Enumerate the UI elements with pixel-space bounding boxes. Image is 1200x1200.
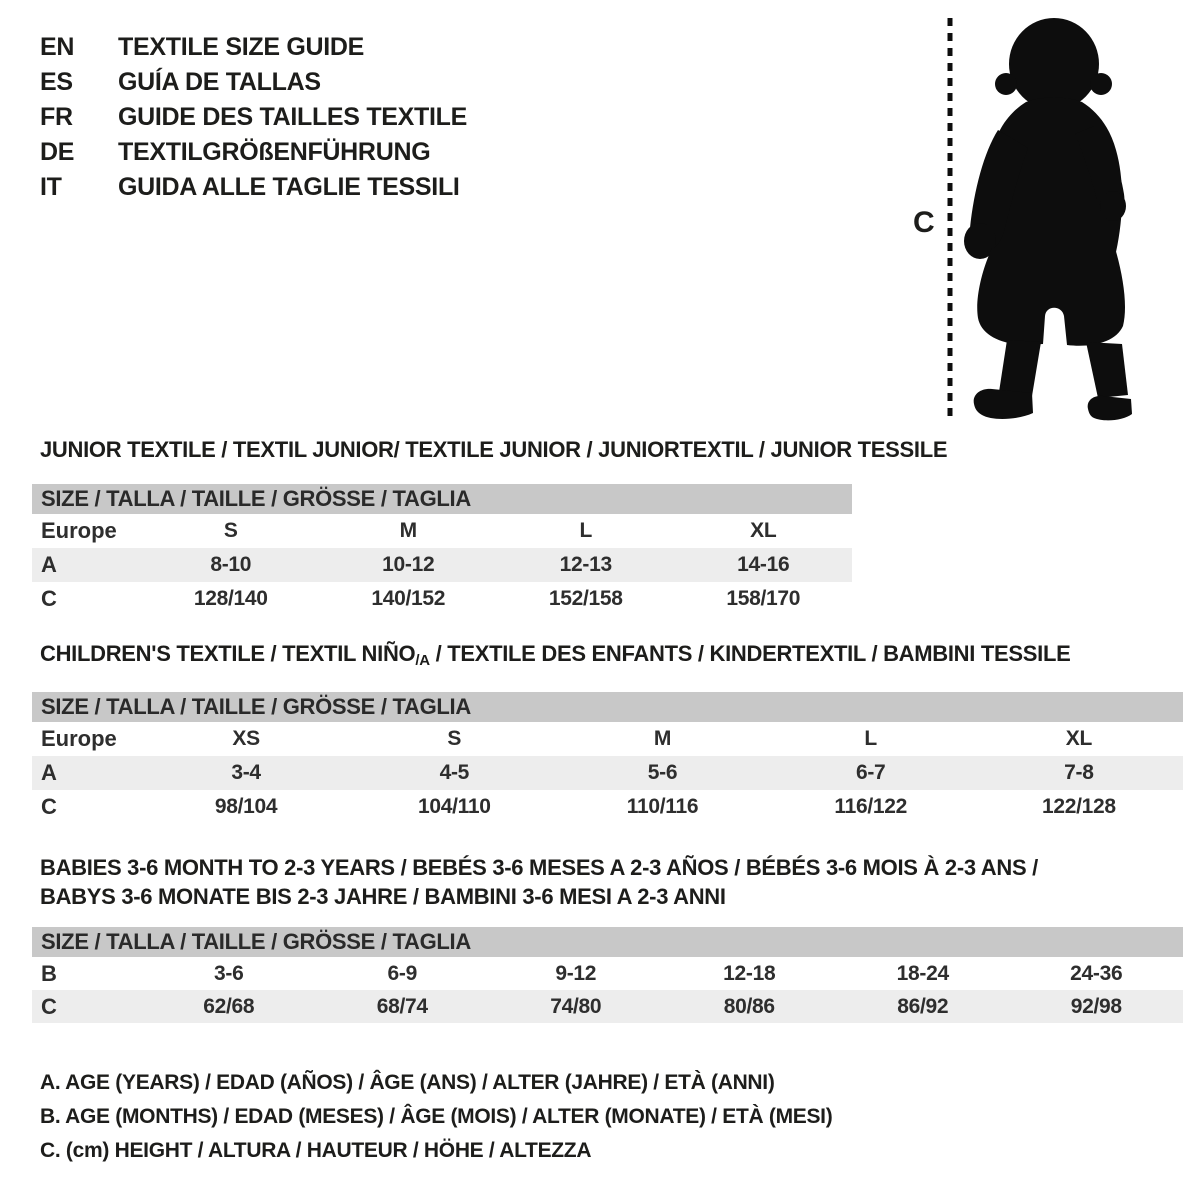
age-value: 6-7 (855, 761, 886, 784)
row-label: C (41, 586, 57, 611)
children-size-table (32, 692, 1183, 824)
footnote-a: A. AGE (YEARS) / EDAD (AÑOS) / ÂGE (ANS) / ALTER (JAHRE) / ETÀ (ANNI) (40, 1071, 775, 1094)
table-row (32, 990, 1183, 1023)
footnote-b: B. AGE (MONTHS) / EDAD (MESES) / ÂGE (MOIS) / ALTER (MONATE) / ETÀ (MESI) (40, 1105, 833, 1128)
children-heading-prefix: CHILDREN'S TEXTILE / TEXTIL NIÑO (40, 641, 416, 666)
children-heading-suffix: / TEXTILE DES ENFANTS / KINDERTEXTIL / BAMBINI TESSILE (429, 641, 1071, 666)
table-row (32, 756, 1183, 790)
row-label: A (41, 552, 57, 577)
size-value: S (447, 727, 462, 750)
table-row (32, 548, 852, 582)
height-value: 128/140 (193, 587, 268, 610)
height-figure (880, 0, 1200, 440)
toddler-silhouette (964, 18, 1132, 420)
size-value: M (399, 519, 417, 542)
language-item-de (40, 135, 467, 170)
language-list (40, 30, 467, 205)
size-value: S (223, 519, 238, 542)
age-value: 4-5 (439, 761, 470, 784)
language-code: ES (40, 68, 73, 96)
table-row (32, 790, 1183, 824)
age-value: 18-24 (896, 961, 949, 985)
size-header-bar: SIZE / TALLA / TAILLE / GRÖSSE / TAGLIA (32, 927, 1183, 957)
row-label: C (41, 993, 57, 1019)
row-label: B (41, 960, 57, 986)
height-value: 74/80 (550, 994, 602, 1018)
age-value: 14-16 (737, 553, 790, 576)
age-value: 6-9 (387, 961, 417, 985)
age-value: 3-6 (214, 961, 244, 985)
children-heading-sub: /A (415, 652, 430, 669)
size-value: XL (750, 519, 777, 542)
age-value: 7-8 (1064, 761, 1094, 784)
height-value: 80/86 (723, 994, 775, 1018)
age-value: 24-36 (1070, 961, 1123, 985)
footnote-c: C. (cm) HEIGHT / ALTURA / HAUTEUR / HÖHE / ALTEZZA (40, 1139, 592, 1162)
height-value: 110/116 (626, 795, 699, 818)
language-title: TEXTILGRÖßENFÜHRUNG (118, 138, 431, 166)
junior-size-table (32, 484, 852, 616)
age-value: 12-18 (723, 961, 776, 985)
height-value: 122/128 (1041, 795, 1116, 818)
language-title: GUÍA DE TALLAS (118, 68, 321, 96)
language-code: DE (40, 138, 75, 166)
age-value: 10-12 (382, 553, 435, 576)
language-code: EN (40, 33, 75, 61)
junior-section-heading: JUNIOR TEXTILE / TEXTIL JUNIOR/ TEXTILE JUNIOR / JUNIORTEXTIL / JUNIOR TESSILE (40, 437, 948, 462)
row-label: Europe (41, 726, 117, 751)
language-title: GUIDE DES TAILLES TEXTILE (118, 103, 468, 131)
height-value: 158/170 (726, 587, 801, 610)
height-value: 104/110 (417, 795, 491, 818)
language-item-fr (40, 100, 467, 135)
height-line-label: C (913, 206, 935, 239)
height-value: 116/122 (834, 795, 908, 818)
row-label: C (41, 794, 57, 819)
size-value: L (579, 519, 593, 542)
table-row (32, 957, 1183, 990)
height-value: 86/92 (897, 994, 949, 1018)
language-code: FR (40, 103, 73, 131)
table-row (32, 722, 1183, 756)
size-value: XS (232, 727, 260, 750)
footnotes (40, 1066, 832, 1168)
row-label: Europe (41, 518, 117, 543)
age-value: 8-10 (210, 553, 252, 576)
language-code: IT (40, 173, 62, 201)
language-item-es (40, 65, 467, 100)
size-value: L (864, 727, 877, 750)
height-value: 98/104 (214, 795, 278, 818)
height-value: 140/152 (371, 587, 446, 610)
table-row (32, 582, 852, 616)
height-value: 152/158 (548, 587, 623, 610)
age-value: 12-13 (559, 553, 612, 576)
row-label: A (41, 760, 57, 785)
size-header-bar: SIZE / TALLA / TAILLE / GRÖSSE / TAGLIA (32, 692, 1183, 722)
height-value: 68/74 (376, 994, 428, 1018)
babies-heading-line2: BABYS 3-6 MONATE BIS 2-3 JAHRE / BAMBINI 3-6 MESI A 2-3 ANNI (40, 884, 726, 909)
age-value: 5-6 (647, 761, 678, 784)
height-value: 92/98 (1070, 994, 1122, 1018)
babies-heading-line1: BABIES 3-6 MONTH TO 2-3 YEARS / BEBÉS 3-6 MESES A 2-3 AÑOS / BÉBÉS 3-6 MOIS À 2-3 ANS / (40, 855, 1038, 880)
age-value: 3-4 (231, 761, 261, 784)
table-row (32, 514, 852, 548)
size-value: XL (1065, 727, 1093, 750)
height-value: 62/68 (203, 994, 255, 1018)
children-section-heading (40, 641, 1070, 669)
babies-size-table (32, 927, 1183, 1023)
language-item-en (40, 30, 467, 65)
size-header-bar: SIZE / TALLA / TAILLE / GRÖSSE / TAGLIA (32, 484, 852, 514)
language-title: GUIDA ALLE TAGLIE TESSILI (118, 173, 460, 201)
age-value: 9-12 (555, 961, 597, 985)
language-item-it (40, 170, 467, 205)
size-value: M (653, 727, 672, 750)
language-title: TEXTILE SIZE GUIDE (118, 33, 365, 61)
babies-section-heading (40, 853, 1038, 911)
